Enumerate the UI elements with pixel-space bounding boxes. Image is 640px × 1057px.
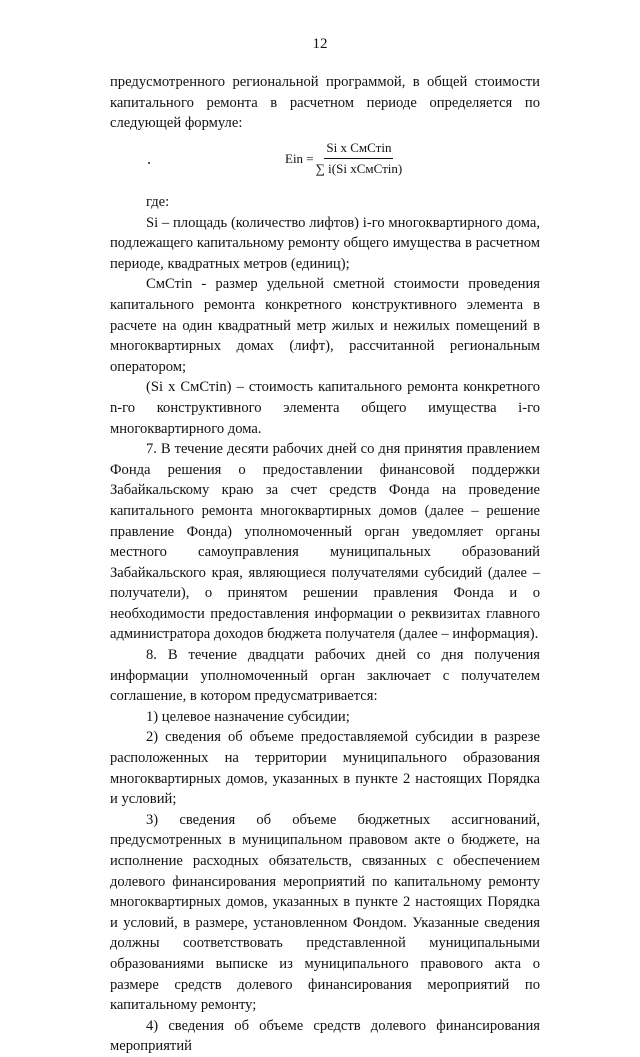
formula <box>285 140 402 177</box>
definition-cost: (Si x СмСтin) – стоимость капитального ремонта конкретного n-го конструктивного элемента общего имущества i-го многоквартирного дома. <box>110 379 540 437</box>
definitions-block <box>110 192 540 1057</box>
page-number: 12 <box>312 36 328 52</box>
definition-si: Si – площадь (количество лифтов) i-го многоквартирного дома, подлежащего капитальному ремонту общего имущества в расчетном периоде, квадратных метров (единиц); <box>110 214 540 272</box>
paragraph-8: 8. В течение двадцати рабочих дней со дня получения информации уполномоченный орган заключает с получателем соглашение, в котором предусматривается: <box>110 647 540 705</box>
formula-fraction <box>316 140 403 177</box>
where-label: где: <box>146 194 170 210</box>
formula-lhs: Ein = <box>285 150 314 166</box>
list-item-1: 1) целевое назначение субсидии; <box>146 708 350 725</box>
intro-block <box>110 72 540 134</box>
formula-denominator: ∑ i(Si xСмСтin) <box>315 161 403 176</box>
intro-paragraph: предусмотренного региональной программой, в общей стоимости капитального ремонта в расчетном периоде определяется по следующей формуле: <box>110 74 540 132</box>
list-item-2: 2) сведения об объеме предоставляемой субсидии в разрезе расположенных на территории муниципального образования многоквартирных домов, указанных в пункте 2 настоящих Порядка и условий; <box>110 729 540 808</box>
list-item-3: 3) сведения об объеме бюджетных ассигнований, предусмотренных в муниципальном правовом акте о бюджете, на исполнение расходных обязательств, связанных с обеспечением долевого финансирования мероприятий по капитальному ремонту многоквартирных домов, указанных в пункте 2 настоящих Порядка и условий, в размере, установленном Фондом. Указанные сведения должны соответствовать представленной муниципальными образованиями выписке из муниципального правового акта о размере средств долевого финансирования мероприятий по капитальному ремонту; <box>110 811 540 1014</box>
paragraph-7: 7. В течение десяти рабочих дней со дня принятия правлением Фонда решения о предоставлении финансовой поддержки Забайкальскому краю за счет средств Фонда на проведение капитального ремонта многоквартирных домов (далее – решение правление Фонда) уполномоченный орган уведомляет органы местного самоуправления муниципальных образований Забайкальского края, являющиеся получателями субсидий (далее – получатели), о принятом решении правления Фонда и о необходимости предоставления информации о реквизитах главного администратора доходов бюджета получателя (далее – информация). <box>110 441 540 643</box>
list-item-4: 4) сведения об объеме средств долевого финансирования мероприятий <box>110 1017 540 1055</box>
formula-numerator: Si x СмСтin <box>324 140 393 159</box>
definition-smstin: СмСтin - размер удельной сметной стоимости проведения капитального ремонта конкретного конструктивного элемента в расчете на один квадратный метр жилых и нежилых помещений в многоквартирных домах (лифт), рассчитанной региональным оператором; <box>110 276 540 375</box>
scan-speck <box>148 162 150 164</box>
